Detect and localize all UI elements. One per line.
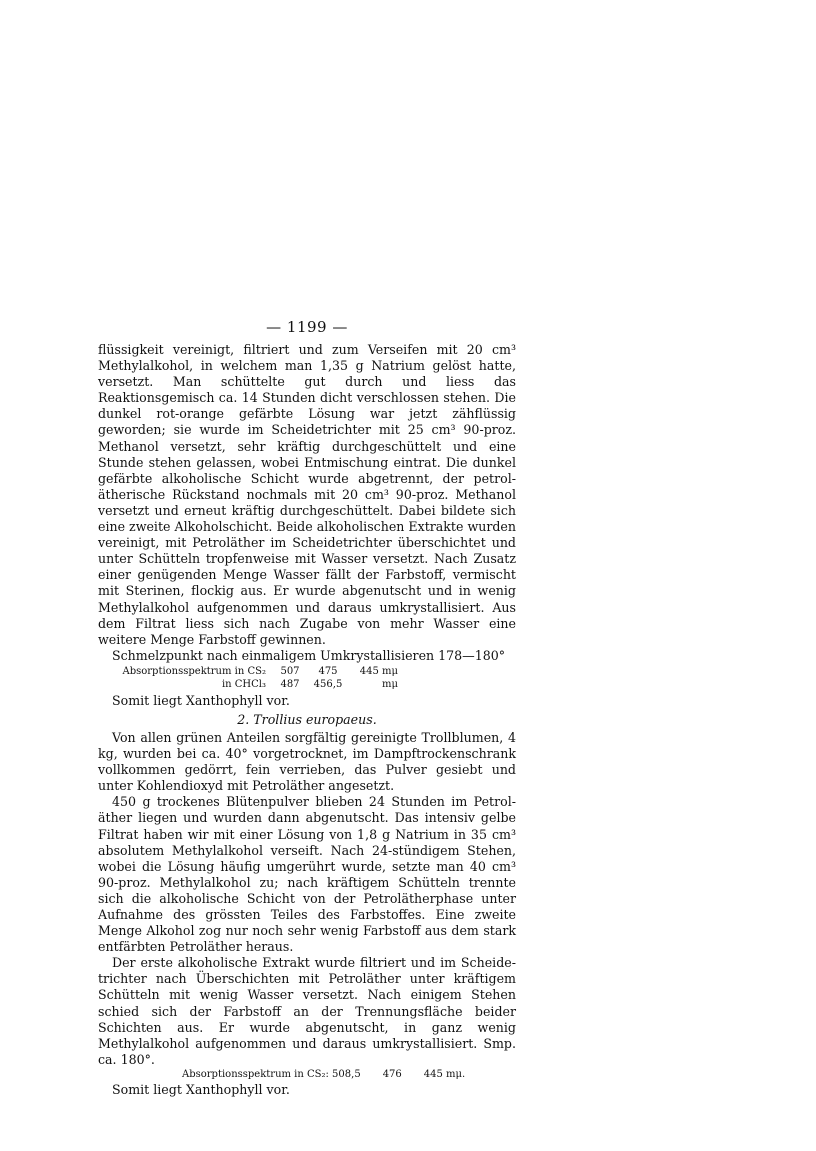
page-number: — 1199 — (266, 318, 348, 336)
spectrum-inline-label: Absorptionsspektrum in CS₂: 508,5 (182, 1068, 361, 1080)
spectrum-value: 445 mμ (359, 665, 398, 677)
paragraph-saponification: flüssigkeit vereinigt, filtriert und zum Verseifen mit 20 cm³ Methylalkohol, in welchem man 1,35 g Natrium gelöst hatte, versetzt. Man schüttelte gut durch und liess das Reaktionsgemisch ca. 14 Stunden dicht verschlossen stehen. Die dunkel rot-orange gefärbte Lösung war jetzt zähflüssig geworden; sie wurde im Scheidetrichter mit 25 cm³ 90-proz. Methanol versetzt, sehr kräftig durchgeschüttelt und eine Stunde stehen gelassen, wobei Entmischung eintrat. Die dunkel gefärbte alkoholische Schicht wurde abgetrennt, der petrolätherische Rückstand nochmals mit 20 cm³ 90-proz. Methanol versetzt und erneut kräftig durchgeschüttelt. Dabei bildete sich eine zweite Alkoholschicht. Beide alkoholischen Extrakte wurden vereinigt, mit Petroläther im Scheidetrichter überschichtet und unter Schütteln tropfenweise mit Wasser versetzt. Nach Zusatz einer genügenden Menge Wasser fällt der Farbstoff, vermischt mit Sterinen, flockig aus. Er wurde abgenutscht und in wenig Methylalkohol aufgenommen und daraus umkrystallisiert. Aus dem Filtrat liess sich nach Zugabe von mehr Wasser eine weitere Menge Farbstoff gewinnen. (98, 342, 516, 647)
spectrum-value: 475 (318, 665, 338, 677)
melting-point-line: Schmelzpunkt nach einmaligem Umkrystallisieren 178—180° (112, 647, 506, 663)
conclusion-xanthophyll-1: Somit liegt Xanthophyll vor. (112, 692, 290, 708)
spectrum-row (98, 665, 516, 678)
spectrum-value: 456,5 (313, 678, 343, 690)
paragraph-bluetenpulver: 450 g trockenes Blütenpulver blieben 24 Stunden im Petroläther liegen und wurden dann abgenutscht. Das intensiv gelbe Filtrat haben wir mit einer Lösung von 1,8 g Natrium in 35 cm³ absolutem Methylalkohol verseift. Nach 24-stündigem Stehen, wobei die Lösung häufig umgerührt wurde, setzte man 40 cm³ 90-proz. Methylalkohol zu; nach kräftigem Schütteln trennte sich die alkoholische Schicht von der Petrolätherphase unter Aufnahme des grössten Teiles des Farbstoffes. Eine zweite Menge Alkohol zog nur noch sehr wenig Farbstoff aus dem stark entfärbten Petroläther heraus. (98, 794, 516, 955)
spectrum-label: Absorptionsspektrum in CS₂ (122, 665, 266, 677)
spectrum-value: 507 (280, 665, 300, 677)
document-page (98, 318, 516, 1098)
spectrum-inline-value: 476 (382, 1068, 402, 1080)
spectrum-value: 487 (280, 678, 300, 690)
conclusion-xanthophyll-2: Somit liegt Xanthophyll vor. (112, 1081, 290, 1097)
section-heading: 2. Trollius europaeus. (237, 711, 377, 727)
absorption-spectrum-table (98, 665, 516, 691)
spectrum-value: mμ (382, 678, 398, 690)
spectrum-row (98, 678, 516, 691)
paragraph-trollblumen: Von allen grünen Anteilen sorgfältig gereinigte Trollblumen, 4 kg, wurden bei ca. 40° vorgetrocknet, im Dampftrockenschrank vollkommen gedörrt, fein verrieben, das Pulver gesiebt und unter Kohlendioxyd mit Petroläther angesetzt. (98, 729, 516, 794)
spectrum-label: in CHCl₃ (221, 678, 266, 690)
spectrum-inline-value: 445 mμ. (423, 1068, 466, 1080)
paragraph-extrakt: Der erste alkoholische Extrakt wurde filtriert und im Scheidetrichter nach Überschichten mit Petroläther unter kräftigem Schütteln mit wenig Wasser versetzt. Nach einigem Stehen schied sich der Farbstoff an der Trennungsfläche beider Schichten aus. Er wurde abgenutscht, in ganz wenig Methylalkohol aufgenommen und daraus umkrystallisiert. Smp. ca. 180°. (98, 955, 516, 1067)
absorption-spectrum-inline (98, 1068, 516, 1082)
document-body (98, 342, 516, 1098)
